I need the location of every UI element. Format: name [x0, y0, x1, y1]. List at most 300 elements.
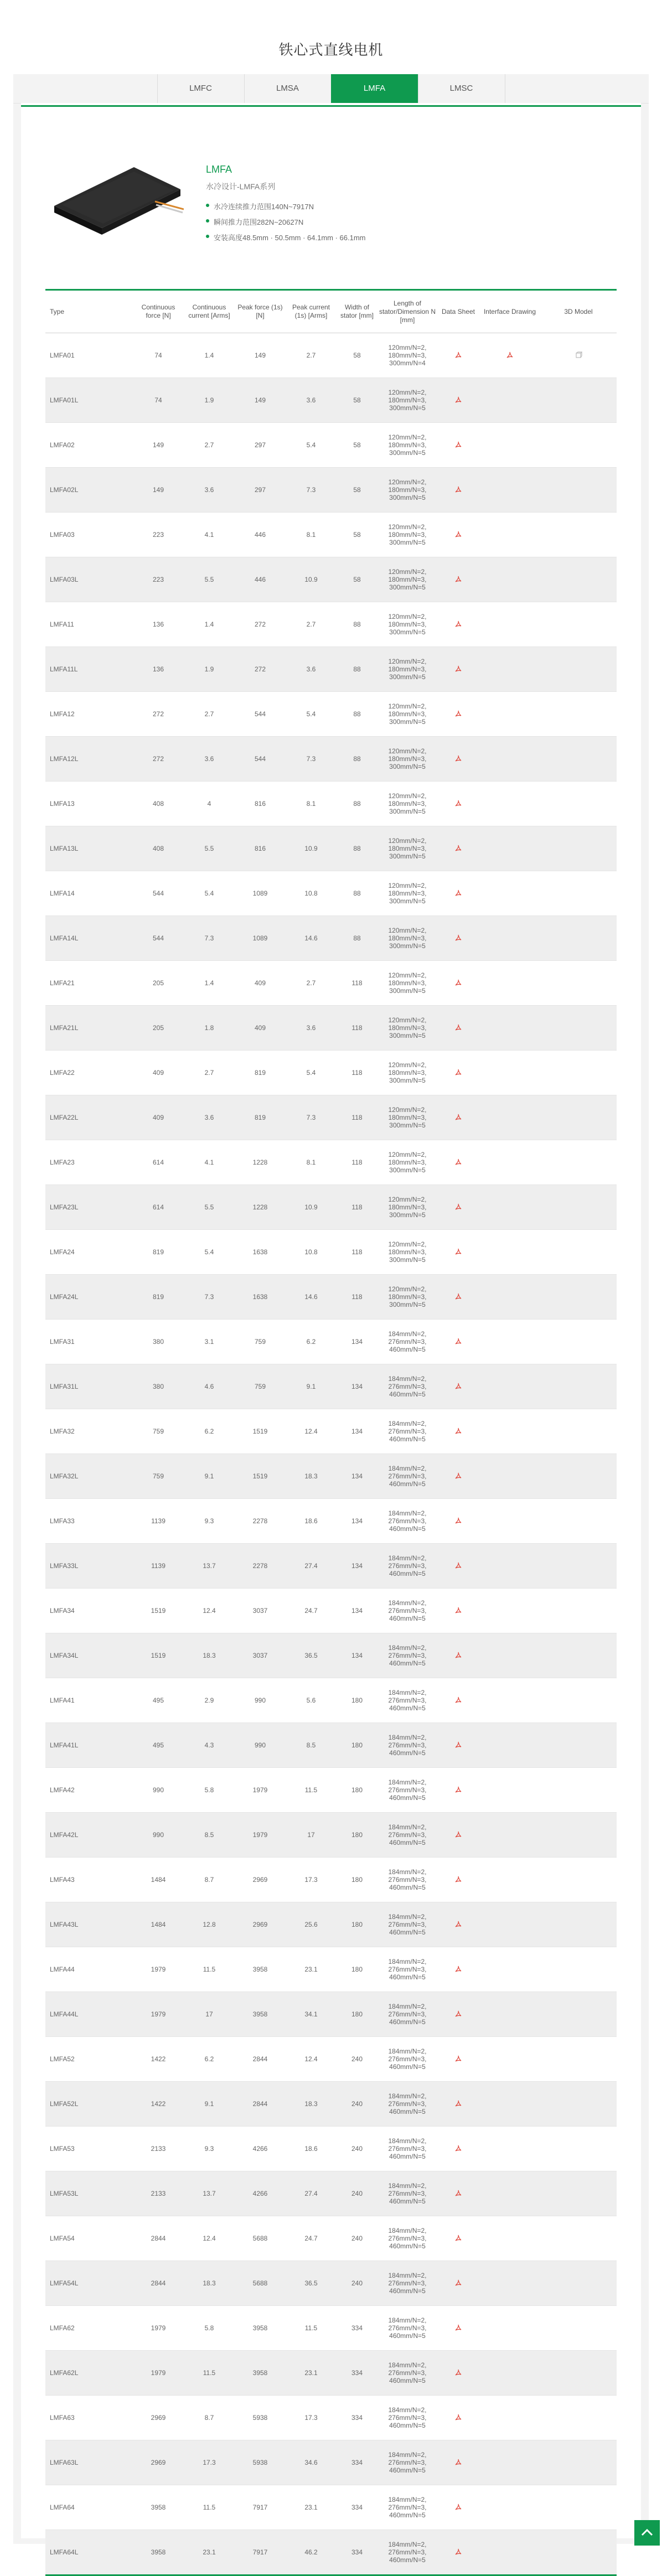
row-peak-force: 544 [235, 692, 286, 737]
row-continuous-current: 13.7 [184, 1544, 235, 1589]
row-data-sheet [437, 1230, 479, 1275]
row-peak-current: 17 [286, 1813, 337, 1858]
table-row [45, 961, 617, 1006]
row-continuous-current: 3.6 [184, 1095, 235, 1140]
row-data-sheet [437, 647, 479, 692]
pdf-icon[interactable] [454, 800, 462, 808]
row-continuous-force: 1484 [133, 1858, 184, 1902]
pdf-icon[interactable] [454, 1248, 462, 1256]
tab-lmsc[interactable]: LMSC [418, 74, 505, 103]
row-stator-width: 88 [337, 692, 377, 737]
row-data-sheet [437, 1095, 479, 1140]
row-stator-length: 184mm/N=2, 276mm/N=3, 460mm/N=5 [377, 1678, 437, 1723]
row-3d-model [540, 2530, 617, 2575]
pdf-icon[interactable] [454, 710, 462, 718]
row-peak-force: 759 [235, 1320, 286, 1364]
col-header-3d-model: 3D Model [540, 290, 617, 333]
row-continuous-current: 1.9 [184, 378, 235, 423]
row-continuous-force: 223 [133, 557, 184, 602]
row-peak-current: 36.5 [286, 2261, 337, 2306]
row-type: LMFA13 [45, 782, 133, 826]
table-row [45, 2171, 617, 2216]
table-row [45, 737, 617, 782]
row-continuous-current: 5.5 [184, 557, 235, 602]
row-continuous-current: 4 [184, 782, 235, 826]
row-peak-force: 5938 [235, 2396, 286, 2440]
table-row [45, 1678, 617, 1723]
row-stator-width: 58 [337, 513, 377, 557]
pdf-icon[interactable] [454, 351, 462, 359]
row-interface-drawing [479, 1409, 540, 1454]
row-data-sheet [437, 692, 479, 737]
row-3d-model [540, 1678, 617, 1723]
row-data-sheet [437, 1051, 479, 1095]
row-type: LMFA21L [45, 1006, 133, 1051]
pdf-icon[interactable] [454, 1652, 462, 1659]
table-row [45, 1544, 617, 1589]
row-stator-width: 180 [337, 1768, 377, 1813]
row-continuous-force: 614 [133, 1185, 184, 1230]
row-peak-force: 3958 [235, 2306, 286, 2351]
col-header-interface-drawing: Interface Drawing [479, 290, 540, 333]
row-continuous-current: 18.3 [184, 2261, 235, 2306]
row-stator-width: 88 [337, 916, 377, 961]
row-type: LMFA14L [45, 916, 133, 961]
row-stator-width: 180 [337, 1723, 377, 1768]
row-continuous-current: 4.3 [184, 1723, 235, 1768]
row-stator-width: 134 [337, 1364, 377, 1409]
row-peak-current: 2.7 [286, 333, 337, 378]
row-interface-drawing [479, 2485, 540, 2530]
series-tabs [13, 74, 649, 104]
pdf-icon[interactable] [454, 755, 462, 763]
row-peak-force: 5688 [235, 2216, 286, 2261]
row-3d-model [540, 871, 617, 916]
row-continuous-current: 7.3 [184, 1275, 235, 1320]
row-interface-drawing [479, 602, 540, 647]
row-peak-current: 24.7 [286, 2216, 337, 2261]
row-type: LMFA24 [45, 1230, 133, 1275]
row-stator-width: 88 [337, 826, 377, 871]
row-interface-drawing [479, 513, 540, 557]
row-peak-current: 36.5 [286, 1633, 337, 1678]
row-stator-length: 120mm/N=2, 180mm/N=3, 300mm/N=5 [377, 1051, 437, 1095]
col-header-peak-current: Peak current (1s) [Arms] [286, 290, 337, 333]
row-3d-model [540, 378, 617, 423]
row-interface-drawing [479, 1947, 540, 1992]
table-row [45, 1275, 617, 1320]
row-data-sheet [437, 1992, 479, 2037]
pdf-icon[interactable] [454, 1607, 462, 1615]
row-type: LMFA42 [45, 1768, 133, 1813]
row-stator-length: 184mm/N=2, 276mm/N=3, 460mm/N=5 [377, 1813, 437, 1858]
row-interface-drawing [479, 1723, 540, 1768]
row-peak-current: 2.7 [286, 961, 337, 1006]
row-stator-length: 120mm/N=2, 180mm/N=3, 300mm/N=5 [377, 468, 437, 513]
table-row [45, 782, 617, 826]
row-interface-drawing [479, 871, 540, 916]
row-stator-width: 334 [337, 2530, 377, 2575]
row-stator-length: 184mm/N=2, 276mm/N=3, 460mm/N=5 [377, 2216, 437, 2261]
row-interface-drawing [479, 1230, 540, 1275]
pdf-icon[interactable] [454, 1696, 462, 1704]
pdf-icon[interactable] [454, 2548, 462, 2556]
row-type: LMFA54 [45, 2216, 133, 2261]
row-stator-width: 334 [337, 2485, 377, 2530]
pdf-icon[interactable] [454, 486, 462, 494]
row-interface-drawing [479, 1275, 540, 1320]
table-row [45, 602, 617, 647]
row-continuous-force: 2133 [133, 2171, 184, 2216]
row-continuous-current: 3.6 [184, 468, 235, 513]
row-peak-current: 9.1 [286, 1364, 337, 1409]
row-peak-current: 23.1 [286, 2351, 337, 2396]
row-continuous-current: 2.7 [184, 692, 235, 737]
row-stator-width: 88 [337, 782, 377, 826]
row-continuous-current: 5.5 [184, 826, 235, 871]
row-continuous-current: 17.3 [184, 2440, 235, 2485]
row-data-sheet [437, 1902, 479, 1947]
pdf-icon[interactable] [454, 2055, 462, 2063]
row-continuous-force: 2969 [133, 2396, 184, 2440]
row-type: LMFA63 [45, 2396, 133, 2440]
row-type: LMFA43L [45, 1902, 133, 1947]
row-stator-length: 120mm/N=2, 180mm/N=3, 300mm/N=5 [377, 423, 437, 468]
table-row [45, 2261, 617, 2306]
row-stator-width: 58 [337, 333, 377, 378]
row-stator-length: 184mm/N=2, 276mm/N=3, 460mm/N=5 [377, 1723, 437, 1768]
row-continuous-force: 223 [133, 513, 184, 557]
table-row [45, 2082, 617, 2127]
page-title: 铁心式直线电机 [278, 42, 384, 58]
row-peak-current: 12.4 [286, 2037, 337, 2082]
table-row [45, 1140, 617, 1185]
row-peak-force: 3958 [235, 1992, 286, 2037]
table-row [45, 2127, 617, 2171]
row-interface-drawing [479, 1320, 540, 1364]
pdf-icon[interactable] [454, 2414, 462, 2422]
row-3d-model [540, 1185, 617, 1230]
row-data-sheet [437, 2037, 479, 2082]
pdf-icon[interactable] [454, 2369, 462, 2377]
row-continuous-force: 2969 [133, 2440, 184, 2485]
chevron-up-icon [634, 2520, 660, 2546]
row-type: LMFA42L [45, 1813, 133, 1858]
table-row [45, 1051, 617, 1095]
row-type: LMFA01L [45, 378, 133, 423]
row-data-sheet [437, 2216, 479, 2261]
row-peak-force: 1638 [235, 1275, 286, 1320]
row-type: LMFA14 [45, 871, 133, 916]
row-continuous-force: 74 [133, 378, 184, 423]
row-data-sheet [437, 1140, 479, 1185]
row-interface-drawing [479, 378, 540, 423]
table-row [45, 1768, 617, 1813]
row-peak-current: 10.8 [286, 1230, 337, 1275]
pdf-icon[interactable] [454, 979, 462, 987]
row-continuous-force: 759 [133, 1409, 184, 1454]
row-3d-model [540, 2037, 617, 2082]
pdf-icon[interactable] [454, 1517, 462, 1525]
row-continuous-force: 1422 [133, 2082, 184, 2127]
row-stator-length: 184mm/N=2, 276mm/N=3, 460mm/N=5 [377, 1589, 437, 1633]
pdf-icon[interactable] [454, 1427, 462, 1435]
row-3d-model [540, 513, 617, 557]
row-continuous-force: 3958 [133, 2485, 184, 2530]
row-type: LMFA11 [45, 602, 133, 647]
row-stator-width: 180 [337, 1813, 377, 1858]
row-peak-current: 25.6 [286, 1902, 337, 1947]
row-type: LMFA62 [45, 2306, 133, 2351]
row-type: LMFA34 [45, 1589, 133, 1633]
pdf-icon[interactable] [454, 1965, 462, 1973]
table-row [45, 1006, 617, 1051]
row-stator-length: 184mm/N=2, 276mm/N=3, 460mm/N=5 [377, 2127, 437, 2171]
row-continuous-current: 9.3 [184, 2127, 235, 2171]
row-interface-drawing [479, 1992, 540, 2037]
row-stator-length: 184mm/N=2, 276mm/N=3, 460mm/N=5 [377, 2037, 437, 2082]
row-stator-length: 184mm/N=2, 276mm/N=3, 460mm/N=5 [377, 2396, 437, 2440]
row-continuous-force: 544 [133, 871, 184, 916]
row-3d-model [540, 333, 617, 378]
row-continuous-force: 614 [133, 1140, 184, 1185]
row-continuous-current: 17 [184, 1992, 235, 2037]
pdf-icon[interactable] [454, 1562, 462, 1570]
row-peak-current: 5.6 [286, 1678, 337, 1723]
row-3d-model [540, 2216, 617, 2261]
row-data-sheet [437, 468, 479, 513]
pdf-icon[interactable] [454, 441, 462, 449]
row-data-sheet [437, 1544, 479, 1589]
pdf-icon[interactable] [454, 1069, 462, 1077]
table-row [45, 2216, 617, 2261]
row-stator-width: 180 [337, 1858, 377, 1902]
feature-item: 瞬间推力范围282N~20627N [206, 216, 366, 227]
table-row [45, 333, 617, 378]
row-peak-force: 544 [235, 737, 286, 782]
row-3d-model [540, 1947, 617, 1992]
row-peak-current: 5.4 [286, 423, 337, 468]
row-interface-drawing [479, 782, 540, 826]
back-to-top-button[interactable] [634, 2520, 660, 2546]
row-data-sheet [437, 2485, 479, 2530]
row-type: LMFA32 [45, 1409, 133, 1454]
table-row [45, 513, 617, 557]
row-continuous-force: 1979 [133, 2306, 184, 2351]
pdf-icon[interactable] [454, 2324, 462, 2332]
row-stator-length: 120mm/N=2, 180mm/N=3, 300mm/N=5 [377, 692, 437, 737]
pdf-icon[interactable] [454, 1383, 462, 1390]
pdf-icon[interactable] [454, 2279, 462, 2287]
row-peak-force: 4266 [235, 2127, 286, 2171]
row-stator-length: 120mm/N=2, 180mm/N=3, 300mm/N=5 [377, 513, 437, 557]
table-row [45, 2530, 617, 2575]
pdf-icon[interactable] [454, 1741, 462, 1749]
row-stator-length: 120mm/N=2, 180mm/N=3, 300mm/N=5 [377, 1275, 437, 1320]
row-3d-model [540, 2127, 617, 2171]
table-row [45, 692, 617, 737]
row-stator-length: 120mm/N=2, 180mm/N=3, 300mm/N=5 [377, 826, 437, 871]
row-stator-length: 120mm/N=2, 180mm/N=3, 300mm/N=5 [377, 602, 437, 647]
pdf-icon[interactable] [454, 2234, 462, 2242]
row-peak-current: 11.5 [286, 2306, 337, 2351]
row-type: LMFA41 [45, 1678, 133, 1723]
spec-table-body [45, 333, 617, 2575]
row-data-sheet [437, 2171, 479, 2216]
row-3d-model [540, 1813, 617, 1858]
row-continuous-force: 205 [133, 961, 184, 1006]
row-peak-force: 3037 [235, 1589, 286, 1633]
row-type: LMFA44L [45, 1992, 133, 2037]
row-continuous-force: 1979 [133, 1992, 184, 2037]
row-3d-model [540, 647, 617, 692]
table-row [45, 378, 617, 423]
row-continuous-current: 4.6 [184, 1364, 235, 1409]
row-type: LMFA03L [45, 557, 133, 602]
row-stator-width: 58 [337, 378, 377, 423]
row-3d-model [540, 1768, 617, 1813]
row-stator-width: 118 [337, 1230, 377, 1275]
row-data-sheet [437, 378, 479, 423]
spec-table [45, 289, 617, 2576]
row-stator-length: 120mm/N=2, 180mm/N=3, 300mm/N=5 [377, 961, 437, 1006]
row-interface-drawing [479, 1544, 540, 1589]
row-data-sheet [437, 1499, 479, 1544]
row-peak-current: 8.1 [286, 782, 337, 826]
row-stator-width: 240 [337, 2261, 377, 2306]
row-stator-width: 118 [337, 1275, 377, 1320]
row-data-sheet [437, 2396, 479, 2440]
table-row [45, 916, 617, 961]
pdf-icon[interactable] [454, 1338, 462, 1346]
row-stator-length: 120mm/N=2, 180mm/N=3, 300mm/N=5 [377, 737, 437, 782]
pdf-icon[interactable] [454, 1158, 462, 1166]
pdf-icon[interactable] [454, 1786, 462, 1794]
pdf-icon[interactable] [454, 2145, 462, 2153]
row-peak-force: 819 [235, 1095, 286, 1140]
tab-lmfc[interactable]: LMFC [157, 74, 244, 103]
row-3d-model [540, 916, 617, 961]
pdf-icon[interactable] [454, 2010, 462, 2018]
row-3d-model [540, 692, 617, 737]
row-stator-length: 184mm/N=2, 276mm/N=3, 460mm/N=5 [377, 2440, 437, 2485]
row-peak-force: 2278 [235, 1544, 286, 1589]
pdf-icon[interactable] [454, 531, 462, 539]
feature-list [206, 201, 366, 242]
row-type: LMFA02 [45, 423, 133, 468]
pdf-icon[interactable] [454, 665, 462, 673]
pdf-icon[interactable] [454, 576, 462, 583]
row-type: LMFA23 [45, 1140, 133, 1185]
row-data-sheet [437, 916, 479, 961]
row-data-sheet [437, 1768, 479, 1813]
pdf-icon[interactable] [454, 1876, 462, 1884]
pdf-icon[interactable] [454, 2100, 462, 2108]
row-stator-length: 120mm/N=2, 180mm/N=3, 300mm/N=5 [377, 557, 437, 602]
row-interface-drawing [479, 2082, 540, 2127]
cad-icon[interactable] [575, 351, 582, 359]
pdf-icon[interactable] [454, 1921, 462, 1928]
row-continuous-current: 18.3 [184, 1633, 235, 1678]
pdf-icon[interactable] [454, 934, 462, 942]
row-3d-model [540, 1409, 617, 1454]
pdf-icon[interactable] [454, 2190, 462, 2197]
tab-content [21, 103, 641, 2564]
row-3d-model [540, 2440, 617, 2485]
row-data-sheet [437, 2082, 479, 2127]
table-row [45, 1095, 617, 1140]
row-data-sheet [437, 1633, 479, 1678]
pdf-icon[interactable] [454, 1203, 462, 1211]
row-peak-current: 7.3 [286, 1095, 337, 1140]
row-3d-model [540, 2082, 617, 2127]
row-peak-current: 23.1 [286, 1947, 337, 1992]
pdf-icon[interactable] [454, 2503, 462, 2511]
row-peak-force: 816 [235, 826, 286, 871]
tab-lmsa[interactable]: LMSA [244, 74, 331, 103]
row-type: LMFA32L [45, 1454, 133, 1499]
row-data-sheet [437, 2440, 479, 2485]
pdf-icon[interactable] [506, 351, 514, 359]
row-continuous-force: 408 [133, 826, 184, 871]
pdf-icon[interactable] [454, 1024, 462, 1032]
row-stator-length: 184mm/N=2, 276mm/N=3, 460mm/N=5 [377, 2351, 437, 2396]
row-peak-current: 27.4 [286, 1544, 337, 1589]
row-continuous-current: 5.5 [184, 1185, 235, 1230]
row-data-sheet [437, 961, 479, 1006]
pdf-icon[interactable] [454, 1472, 462, 1480]
row-continuous-force: 1519 [133, 1589, 184, 1633]
row-data-sheet [437, 871, 479, 916]
row-peak-force: 2278 [235, 1499, 286, 1544]
row-peak-force: 5938 [235, 2440, 286, 2485]
row-continuous-current: 2.7 [184, 1051, 235, 1095]
row-interface-drawing [479, 1454, 540, 1499]
row-data-sheet [437, 423, 479, 468]
row-type: LMFA63L [45, 2440, 133, 2485]
pdf-icon[interactable] [454, 2459, 462, 2466]
table-row [45, 1992, 617, 2037]
row-data-sheet [437, 1409, 479, 1454]
row-stator-length: 184mm/N=2, 276mm/N=3, 460mm/N=5 [377, 1320, 437, 1364]
row-3d-model [540, 1275, 617, 1320]
table-row [45, 1723, 617, 1768]
pdf-icon[interactable] [454, 1293, 462, 1301]
tab-lmfa[interactable]: LMFA [331, 74, 418, 103]
pdf-icon[interactable] [454, 620, 462, 628]
row-stator-width: 180 [337, 1902, 377, 1947]
row-stator-width: 118 [337, 1006, 377, 1051]
row-peak-force: 297 [235, 468, 286, 513]
row-continuous-force: 380 [133, 1364, 184, 1409]
pdf-icon[interactable] [454, 1114, 462, 1121]
row-interface-drawing [479, 1813, 540, 1858]
row-stator-length: 120mm/N=2, 180mm/N=3, 300mm/N=5 [377, 1006, 437, 1051]
row-interface-drawing [479, 692, 540, 737]
pdf-icon[interactable] [454, 889, 462, 897]
pdf-icon[interactable] [454, 845, 462, 852]
row-peak-current: 3.6 [286, 647, 337, 692]
table-row [45, 557, 617, 602]
table-row [45, 647, 617, 692]
row-stator-length: 120mm/N=2, 180mm/N=3, 300mm/N=5 [377, 1095, 437, 1140]
pdf-icon[interactable] [454, 396, 462, 404]
row-peak-current: 34.6 [286, 2440, 337, 2485]
pdf-icon[interactable] [454, 1831, 462, 1839]
table-row [45, 1499, 617, 1544]
row-continuous-force: 380 [133, 1320, 184, 1364]
row-peak-force: 990 [235, 1678, 286, 1723]
